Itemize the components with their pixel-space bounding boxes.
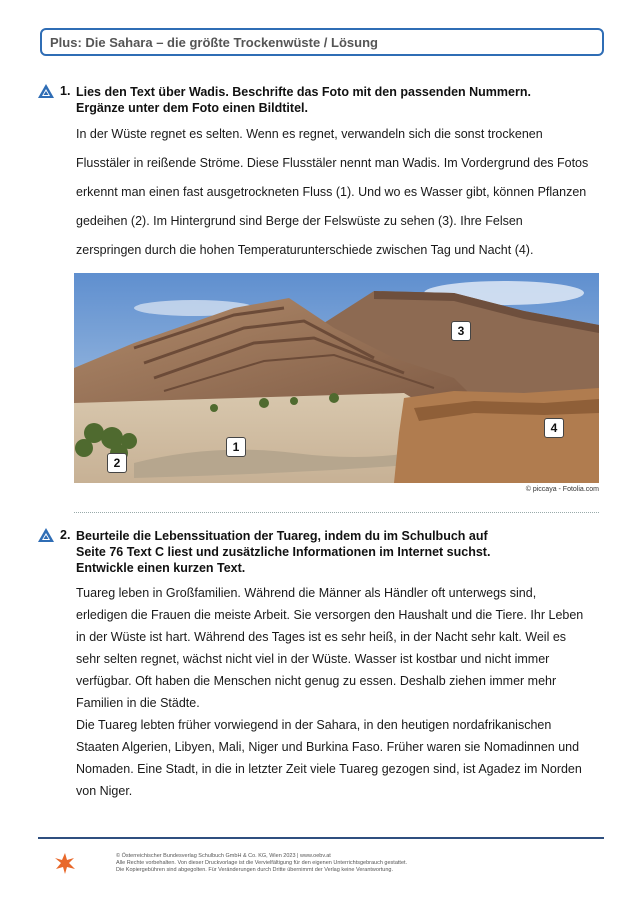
task-instruction (76, 528, 490, 576)
footer-copyright (116, 853, 407, 874)
text-line: erledigen die Frauen die meiste Arbeit. Sie versorgen den Haushalt und die Tiere. Ihr Leben (76, 608, 584, 622)
text-line: Tuareg leben in Großfamilien. Während die Männer als Händler oft unterwegs sind, (76, 586, 537, 600)
photo-label: 4 (544, 418, 564, 438)
instruction-line: Ergänze unter dem Foto einen Bildtitel. (76, 101, 308, 115)
task-number: 1. (60, 84, 71, 98)
page-title: Plus: Die Sahara – die größte Trockenwüste / Lösung (50, 34, 378, 50)
text-line: sehr selten regnet, wächst nicht viel in der Wüste. Wasser ist kostbar und nicht immer (76, 652, 550, 666)
photo-credit: © piccaya - Fotolia.com (525, 486, 599, 493)
task-instruction (76, 84, 531, 116)
task-number: 2. (60, 528, 71, 542)
text-line: Staaten Algerien, Libyen, Mali, Niger und Burkina Faso. Früher waren sie Nomadinnen und (76, 740, 580, 754)
instruction-line: Lies den Text über Wadis. Beschrifte das Foto mit den passenden Nummern. (76, 85, 531, 99)
wadi-photo (74, 273, 599, 483)
instruction-line: Entwickle einen kurzen Text. (76, 561, 246, 575)
task1-paragraph (76, 120, 588, 265)
text-line: Familien in die Städte. (76, 696, 200, 710)
instruction-line: Beurteile die Lebenssituation der Tuareg, indem du im Schulbuch auf (76, 529, 488, 543)
footer-rule (38, 837, 604, 839)
text-line: gedeihen (2). Im Hintergrund sind Berge der Felswüste zu sehen (3). Ihre Felsen (76, 214, 523, 228)
text-line: Flusstäler in reißende Ströme. Diese Flusstäler nennt man Wadis. Im Vordergrund des Fotos (76, 156, 589, 170)
text-line: in der Wüste ist hart. Während des Tages ist es sehr heiß, in der Nacht sehr kalt. Weil es (76, 630, 567, 644)
text-line: erkennt man einen fast ausgetrockneten Fluss (1). Und wo es Wasser gibt, können Pflanzen (76, 185, 587, 199)
photo-label: 2 (107, 453, 127, 473)
photo-label: 3 (451, 321, 471, 341)
difficulty-triangle-icon (38, 528, 54, 542)
text-line: verfügbar. Oft haben die Menschen nicht genug zu essen. Deshalb ziehen immer mehr (76, 674, 557, 688)
caption-line (74, 512, 599, 513)
footer-line: Die Kopiergebühren sind abgegolten. Für Veränderungen durch Dritte übernimmt der Verlag keine Verantwortung. (116, 867, 394, 873)
text-line: von Niger. (76, 784, 133, 798)
difficulty-triangle-icon (38, 84, 54, 98)
instruction-line: Seite 76 Text C liest und zusätzliche Informationen im Internet suchst. (76, 545, 491, 559)
footer-line: © Österreichischer Bundesverlag Schulbuch GmbH & Co. KG, Wien 2023 | www.oebv.at (116, 853, 331, 859)
photo-label: 1 (226, 437, 246, 457)
publisher-logo-icon (52, 850, 78, 876)
text-line: In der Wüste regnet es selten. Wenn es regnet, verwandeln sich die sonst trockenen (76, 127, 543, 141)
text-line: zerspringen durch die hohen Temperaturunterschiede zwischen Tag und Nacht (4). (76, 243, 534, 257)
wadi-landscape-illustration (74, 273, 599, 483)
footer-line: Alle Rechte vorbehalten. Von dieser Druckvorlage ist die Vervielfältigung für den eigenen Unterrichtsgebrauch gestattet. (116, 860, 408, 866)
text-line: Nomaden. Eine Stadt, in die in letzter Zeit viele Tuareg gezogen sind, ist Agadez im Norden (76, 762, 582, 776)
text-line: Die Tuareg lebten früher vorwiegend in der Sahara, in den heutigen nordafrikanischen (76, 718, 552, 732)
header-box (40, 28, 604, 56)
task2-paragraph (76, 582, 583, 802)
